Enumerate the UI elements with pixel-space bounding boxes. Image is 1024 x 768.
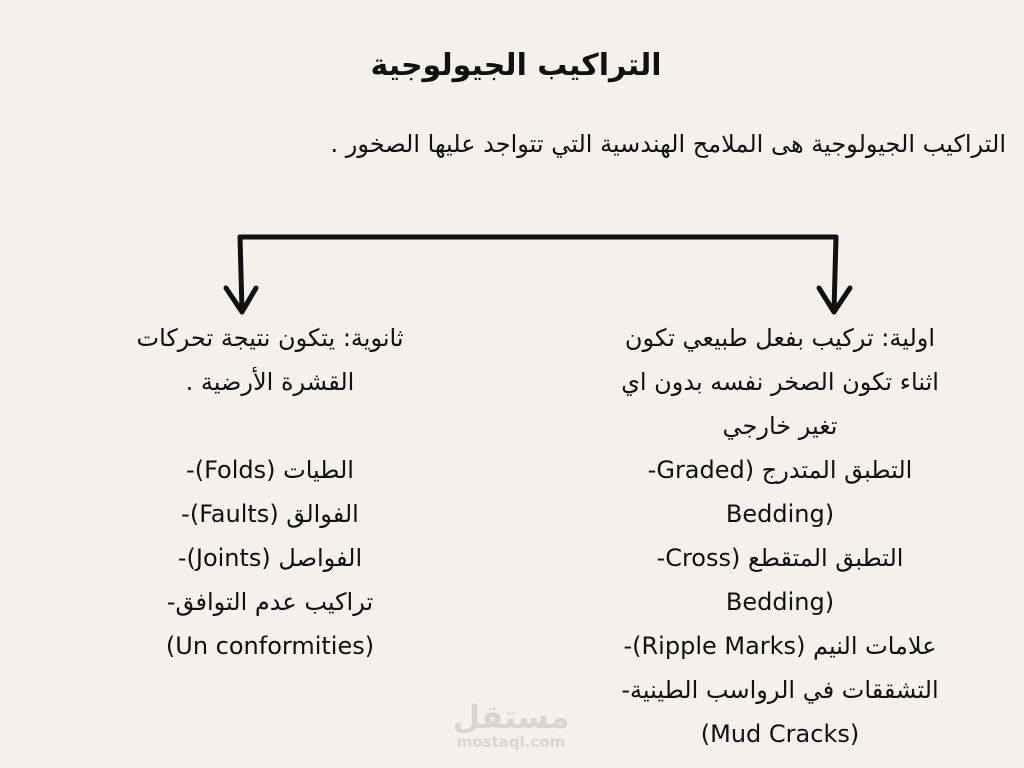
secondary-line: تراكيب عدم التوافق- [166, 588, 374, 616]
primary-line: التطبق المتدرج (Graded- [647, 456, 913, 484]
mostaql-watermark [446, 700, 576, 750]
primary-line: (Bedding [725, 500, 835, 528]
primary-line: تغير خارجي [722, 412, 838, 440]
secondary-line: الطيات (Folds)- [186, 456, 354, 484]
secondary-line: ثانوية: يتكون نتيجة تحركات [136, 324, 404, 352]
watermark-logo: مستقل [452, 698, 570, 736]
primary-line: التطبق المتقطع (Cross- [656, 544, 904, 572]
definition-text: التراكيب الجيولوجية هى الملامح الهندسية التي تتواجد عليها الصخور . [330, 130, 1006, 158]
secondary-line [60, 404, 480, 448]
down-arrow-icon [819, 237, 850, 312]
primary-line: التشققات في الرواسب الطينية- [621, 676, 939, 704]
primary-structures-block [540, 316, 1020, 756]
primary-line: اولية: تركيب بفعل طبيعي تكون [624, 324, 936, 352]
secondary-line: الفوالق (Faults)- [181, 500, 359, 528]
primary-line: اثناء تكون الصخر نفسه بدون اي [621, 368, 939, 396]
primary-line: علامات النيم (Ripple Marks)- [623, 632, 937, 660]
primary-line: (Mud Cracks) [700, 720, 860, 748]
down-arrow-icon [226, 237, 256, 312]
watermark-domain: mostaql.com [456, 733, 566, 751]
secondary-line: (Un conformities) [165, 632, 375, 660]
secondary-structures-block [60, 316, 480, 668]
secondary-line: القشرة الأرضية . [185, 368, 355, 396]
primary-line: (Bedding [725, 588, 835, 616]
secondary-line: الفواصل (Joints)- [177, 544, 363, 572]
page-title: التراكيب الجيولوجية [370, 48, 662, 83]
